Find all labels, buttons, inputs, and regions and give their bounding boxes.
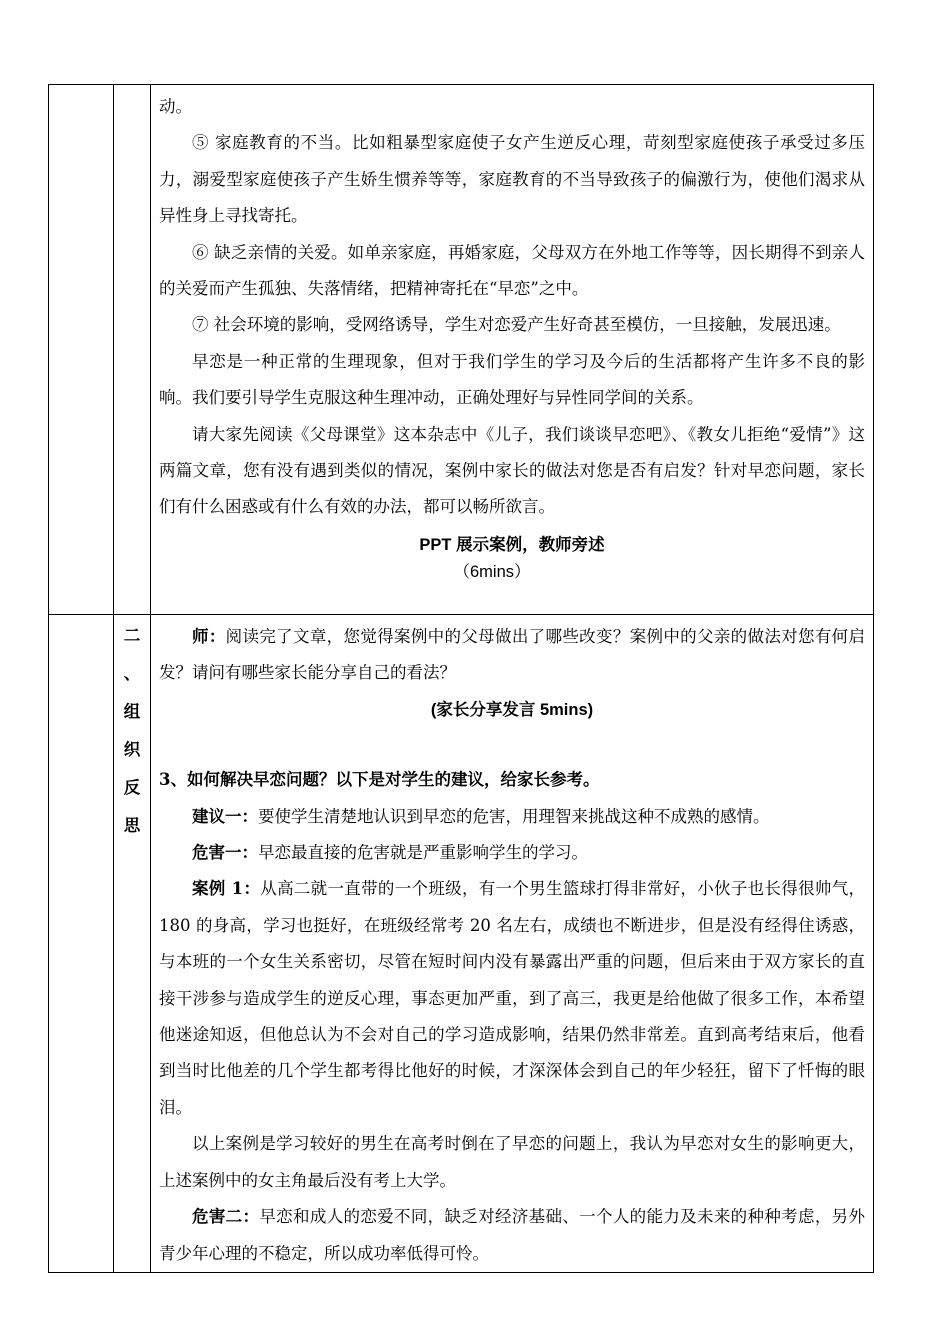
paragraph: ⑦ 社会环境的影响，受网络诱导，学生对恋爱产生好奇甚至模仿，一旦接触，发展迅速。 bbox=[192, 315, 841, 335]
table-row bbox=[49, 615, 874, 1273]
paragraph: 师：阅读完了文章，您觉得案例中的父母做出了哪些改变？案例中的父亲的做法对您有何启发？请问有哪些家长能分享自己的看法？ bbox=[159, 627, 866, 683]
paragraph: 危害一：早恋最直接的危害就是严重影响学生的学习。 bbox=[192, 843, 588, 863]
paragraph: 早恋是一种正常的生理现象，但对于我们学生的学习及今后的生活都将产生许多不良的影响。我们要引导学生克服这种生理冲动，正确处理好与异性同学间的关系。 bbox=[159, 351, 865, 408]
empty-cell bbox=[49, 85, 114, 615]
paragraph: 危害二：早恋和成人的恋爱不同，缺乏对经济基础、一个人的能力及未来的种种考虑，另外青少年心理的不稳定，所以成功率低得可怜。 bbox=[159, 1207, 866, 1263]
section-label: 二 、 组 织 反 思 bbox=[123, 626, 141, 835]
empty-cell bbox=[114, 85, 151, 615]
time-note: （6mins） bbox=[453, 562, 531, 581]
share-note: (家长分享发言 5mins) bbox=[430, 700, 594, 719]
content-cell bbox=[151, 85, 874, 615]
ppt-note: PPT 展示案例，教师旁述 bbox=[419, 535, 605, 554]
table-row bbox=[49, 85, 874, 615]
empty-cell bbox=[49, 615, 114, 1273]
paragraph: 请大家先阅读《父母课堂》这本杂志中《儿子，我们谈谈早恋吧》、《教女儿拒绝“爱情”》这两篇文章，您有没有遇到类似的情况，案例中家长的做法对您是否有启发？针对早恋问题，家长们有什么困惑或有什么有效的办法，都可以畅所欲言。 bbox=[159, 424, 865, 517]
paragraph: 建议一：要使学生清楚地认识到早恋的危害，用理智来挑战这种不成熟的感情。 bbox=[192, 806, 770, 826]
paragraph: ⑤ 家庭教育的不当。比如粗暴型家庭使子女产生逆反心理，苛刻型家庭使孩子承受过多压力，溺爱型家庭使孩子产生娇生惯养等等，家庭教育的不当导致孩子的偏激行为，使他们渴求从异性身上寻找寄托。 bbox=[159, 133, 865, 226]
paragraph: 以上案例是学习较好的男生在高考时倒在了早恋的问题上，我认为早恋对女生的影响更大，上述案例中的女主角最后没有考上大学。 bbox=[159, 1134, 865, 1190]
paragraph: 案例 1：从高二就一直带的一个班级，有一个男生篮球打得非常好，小伙子也长得很帅气，180 的身高，学习也挺好，在班级经常考 20 名左右，成绩也不断进步，但是没有经得住诱惑，与本班的一个女生关系密切，尽管在短时间内没有暴露出严重的问题，但后来由于双方家长的直接干涉参与造成学生的逆反心理，事态更加严重，到了高三，我更是给他做了很多工作，本希望他迷途知返，但他总认为不会对自己的学习造成影响，结果仍然非常差。直到高考结束后，他看到当时比他差的几个学生都考得比他好的时候，才深深体会到自己的年少轻狂，留下了忏悔的眼泪。 bbox=[159, 879, 865, 1117]
content-cell bbox=[151, 615, 874, 1273]
paragraph: ⑥ 缺乏亲情的关爱。如单亲家庭，再婚家庭，父母双方在外地工作等等，因长期得不到亲人的关爱而产生孤独、失落情绪，把精神寄托在“早恋”之中。 bbox=[159, 242, 865, 299]
section-label-cell bbox=[114, 615, 151, 1273]
lesson-plan-table bbox=[48, 84, 874, 1273]
paragraph: 动。 bbox=[159, 97, 192, 116]
section-heading: 3、如何解决早恋问题？以下是对学生的建议，给家长参考。 bbox=[159, 770, 600, 790]
